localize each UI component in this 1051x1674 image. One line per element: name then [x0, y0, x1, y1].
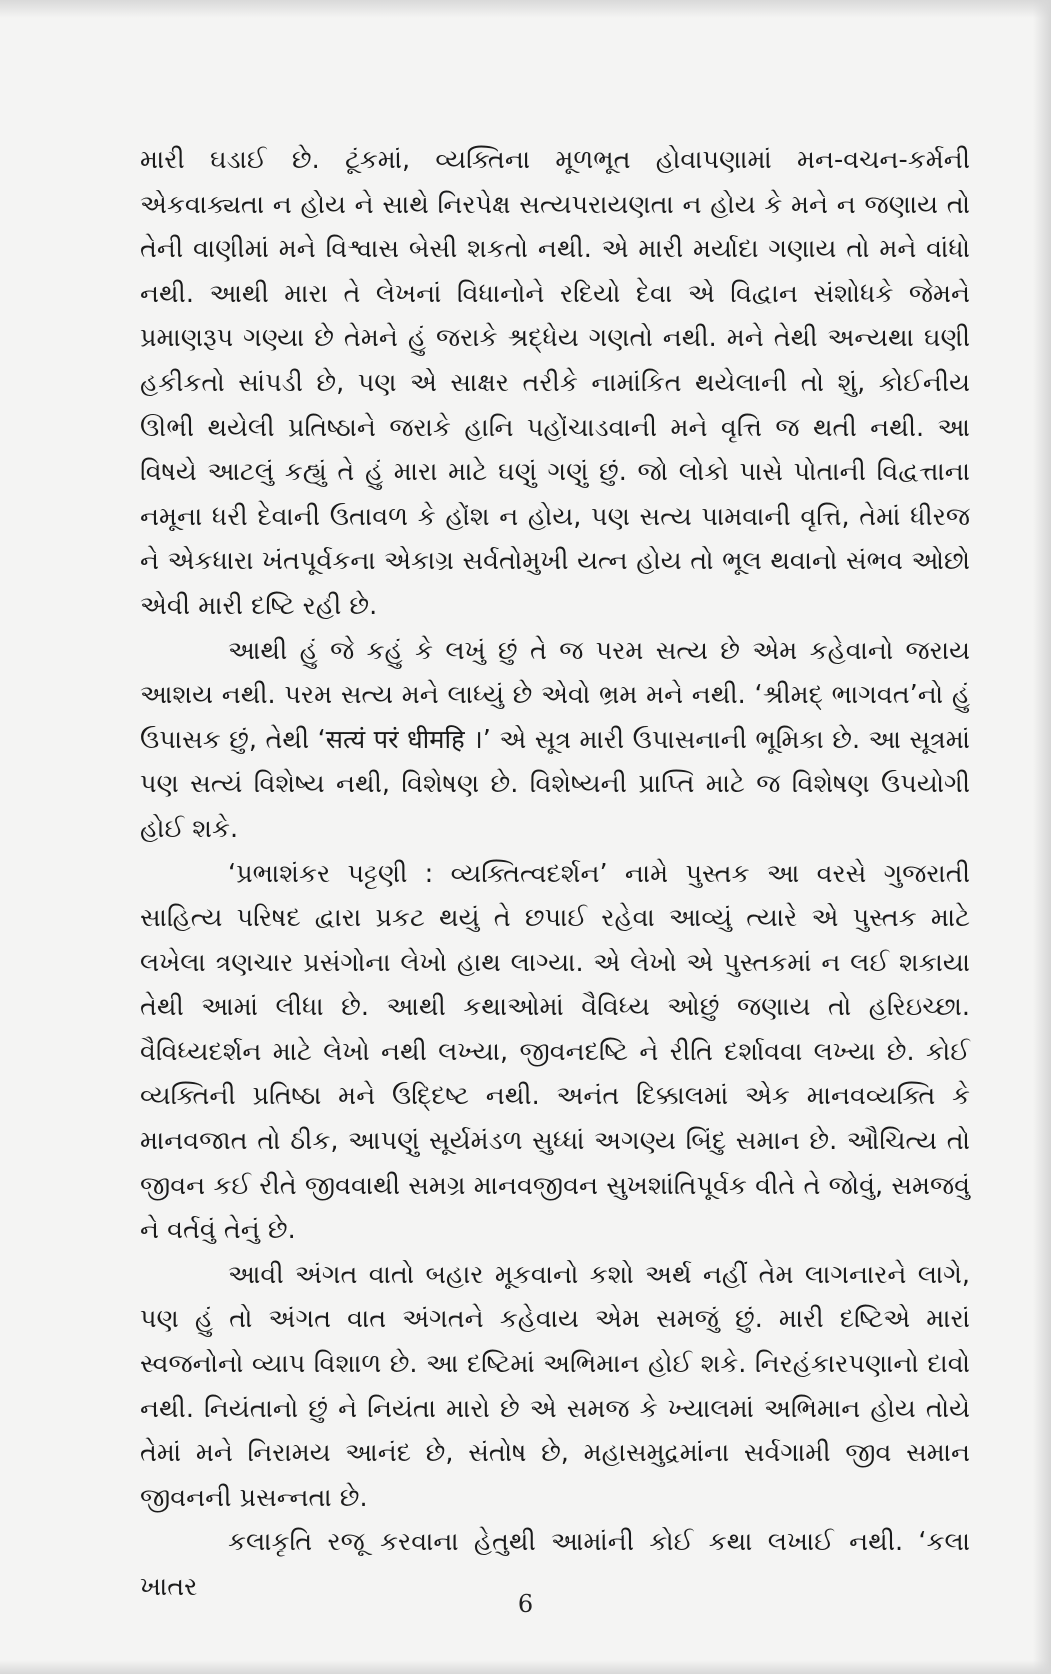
paragraph: ‘પ્રભાશંકર પટ્ટણી : વ્યક્તિત્વદર્શન’ નામે પુસ્તક આ વરસે ગુજરાતી સાહિત્ય પરિષદ દ્વારા પ્રકટ થયું તે છપાઈ રહેવા આવ્યું ત્યારે એ પુસ્તક માટે લખેલા ત્રણચાર પ્રસંગોના લેખો હાથ લાગ્યા. એ લેખો એ પુસ્તકમાં ન લઈ શકાયા તેથી આમાં લીધા છે. આથી કથાઓમાં વૈવિધ્ય ઓછું જણાય તો હરિઇચ્છા. વૈવિધ્યદર્શન માટે લેખો નથી લખ્યા, જીવનદષ્ટિ ને રીતિ દર્શાવવા લખ્યા છે. કોઈ વ્યક્તિની પ્રતિષ્ઠા મને ઉદ્દિષ્ટ નથી. અનંત દિક્કાલમાં એક માનવવ્યક્તિ કે માનવજાત તો ઠીક, આપણું સૂર્યમંડળ સુધ્ધાં અગણ્ય બિંદુ સમાન છે. ઔચિત્ય તો જીવન કઈ રીતે જીવવાથી સમગ્ર માનવજીવન સુખશાંતિપૂર્વક વીતે તે જોવું, સમજવું ને વર્તવું તેનું છે.: [140, 858, 970, 1246]
paragraph: આથી હું જે કહું કે લખું છું તે જ પરમ સત્ય છે એમ કહેવાનો જરાય આશય નથી. પરમ સત્ય મને લાધ્યું છે એવો ભ્રમ મને નથી. ‘શ્રીમદ્ ભાગવત’નો હું ઉપાસક છું, તેથી ‘सत्यं परं धीमहि ।’ એ સૂત્ર મારી ઉપાસનાની ભૂમિકા છે. આ સૂત્રમાં પણ સત્યં વિશેષ્ય નથી, વિશેષણ છે. વિશેષ્યની પ્રાપ્તિ માટે જ વિશેષણ ઉપયોગી હોઈ શકે.: [140, 635, 970, 844]
page-number: 6: [517, 1590, 534, 1618]
paragraph: આવી અંગત વાતો બહાર મૂકવાનો કશો અર્થ નહીં તેમ લાગનારને લાગે, પણ હું તો અંગત વાત અંગતને કહેવાય એમ સમજું છું. મારી દષ્ટિએ મારાં સ્વજનોનો વ્યાપ વિશાળ છે. આ દષ્ટિમાં અભિમાન હોઈ શકે. નિરહંકારપણાનો દાવો નથી. નિયંતાનો છું ને નિયંતા મારો છે એ સમજ કે ખ્યાલમાં અભિમાન હોય તોયે તેમાં મને નિરામય આનંદ છે, સંતોષ છે, મહાસમુદ્રમાંના સર્વગામી જીવ સમાન જીવનની પ્રસન્નતા છે.: [140, 1259, 970, 1513]
body-text: [140, 138, 970, 1610]
page-top-shadow: [0, 0, 1051, 18]
page-bottom-shadow: [0, 1660, 1051, 1674]
paragraph: કલાકૃતિ રજૂ કરવાના હેતુથી આમાંની કોઈ કથા લખાઈ નથી. ‘કલા ખાતર: [140, 1527, 970, 1602]
page-right-shadow: [1033, 0, 1051, 1674]
paragraph-continued: મારી ઘડાઈ છે. ટૂંકમાં, વ્યક્તિના મૂળભૂત હોવાપણામાં મન-વચન-કર્મની એકવાક્યતા ન હોય ને સાથે નિરપેક્ષ સત્યપરાયણતા ન હોય કે મને ન જણાય તો તેની વાણીમાં મને વિશ્વાસ બેસી શકતો નથી. એ મારી મર્યાદા ગણાય તો મને વાંધો નથી. આથી મારા તે લેખનાં વિધાનોને રદિયો દેવા એ વિદ્વાન સંશોધકે જેમને પ્રમાણરૂપ ગણ્યા છે તેમને હું જરાકે શ્રદ્ધેય ગણતો નથી. મને તેથી અન્યથા ઘણી હકીકતો સાંપડી છે, પણ એ સાક્ષર તરીકે નામાંકિત થયેલાની તો શું, કોઈનીય ઊભી થયેલી પ્રતિષ્ઠાને જરાકે હાનિ પહોંચાડવાની મને વૃત્તિ જ થતી નથી. આ વિષયે આટલું કહ્યું તે હું મારા માટે ઘણું ગણું છું. જો લોકો પાસે પોતાની વિદ્વત્તાના નમૂના ધરી દેવાની ઉતાવળ કે હોંશ ન હોય, પણ સત્ય પામવાની વૃત્તિ, તેમાં ધીરજ ને એકધારા ખંતપૂર્વકના એકાગ્ર સર્વતોમુખી યત્ન હોય તો ભૂલ થવાનો સંભવ ઓછો એવી મારી દષ્ટિ રહી છે.: [140, 145, 970, 621]
